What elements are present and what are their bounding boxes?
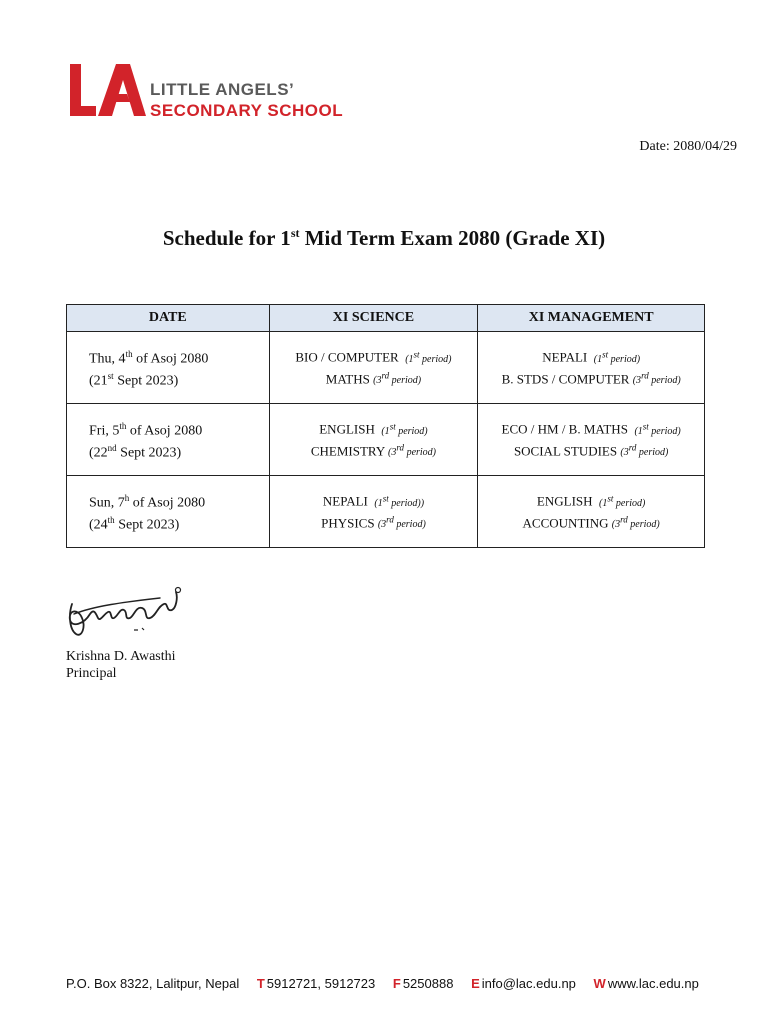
school-name-line2: SECONDARY SCHOOL	[150, 101, 344, 120]
date-label: Date:	[639, 139, 670, 154]
page-title: Schedule for 1st Mid Term Exam 2080 (Grade XI)	[162, 226, 606, 250]
header-date: DATE	[67, 305, 270, 332]
management-subjects-cell: NEPALI (1st period) B. STDS / COMPUTER (3rd period)	[478, 332, 705, 404]
table-row	[67, 404, 705, 476]
fax-label: F	[392, 976, 401, 991]
footer-address: P.O. Box 8322, Lalitpur, Nepal	[66, 976, 240, 991]
email-label: E	[471, 976, 480, 991]
footer-phone: 5912721, 5912723	[266, 976, 376, 991]
exam-date-cell: Sun, 7$^h$ of Asoj 2080 (24th Sept 2023)	[67, 476, 270, 548]
footer-email[interactable]: info@lac.edu.np	[481, 976, 576, 991]
footer-fax: 5250888	[402, 976, 454, 991]
date-value: 2080/04/29	[673, 139, 737, 154]
phone-label: T	[256, 976, 265, 991]
footer-website[interactable]: www.lac.edu.np	[607, 976, 699, 991]
school-logo	[68, 62, 368, 122]
table-row	[67, 476, 705, 548]
web-label: W	[593, 976, 606, 991]
la-logo-icon	[68, 62, 148, 122]
exam-date-cell: Fri, 5th of Asoj 2080 (22nd Sept 2023)	[67, 404, 270, 476]
management-subjects-cell: ENGLISH (1st period) ACCOUNTING (3rd period)	[478, 476, 705, 548]
header-xi-management: XI MANAGEMENT	[478, 305, 705, 332]
footer-contact	[66, 976, 699, 991]
signatory-block	[66, 648, 176, 682]
exam-date-cell: Thu, 4th of Asoj 2080 (21st Sept 2023)	[67, 332, 270, 404]
table-header-row	[67, 305, 705, 332]
header-xi-science: XI SCIENCE	[269, 305, 478, 332]
table-row	[67, 332, 705, 404]
exam-schedule-table	[66, 304, 705, 548]
signatory-name: Krishna D. Awasthi	[66, 649, 176, 664]
signatory-role: Principal	[66, 666, 117, 681]
science-subjects-cell: ENGLISH (1st period) CHEMISTRY (3rd period)	[269, 404, 478, 476]
signature-image	[64, 584, 186, 646]
document-date	[639, 139, 737, 155]
science-subjects-cell: NEPALI (1st period)) PHYSICS (3rd period)	[269, 476, 478, 548]
science-subjects-cell: BIO / COMPUTER (1st period) MATHS (3rd period)	[269, 332, 478, 404]
management-subjects-cell: ECO / HM / B. MATHS (1st period) SOCIAL STUDIES (3rd period)	[478, 404, 705, 476]
school-name-line1: LITTLE ANGELS’	[150, 80, 295, 99]
